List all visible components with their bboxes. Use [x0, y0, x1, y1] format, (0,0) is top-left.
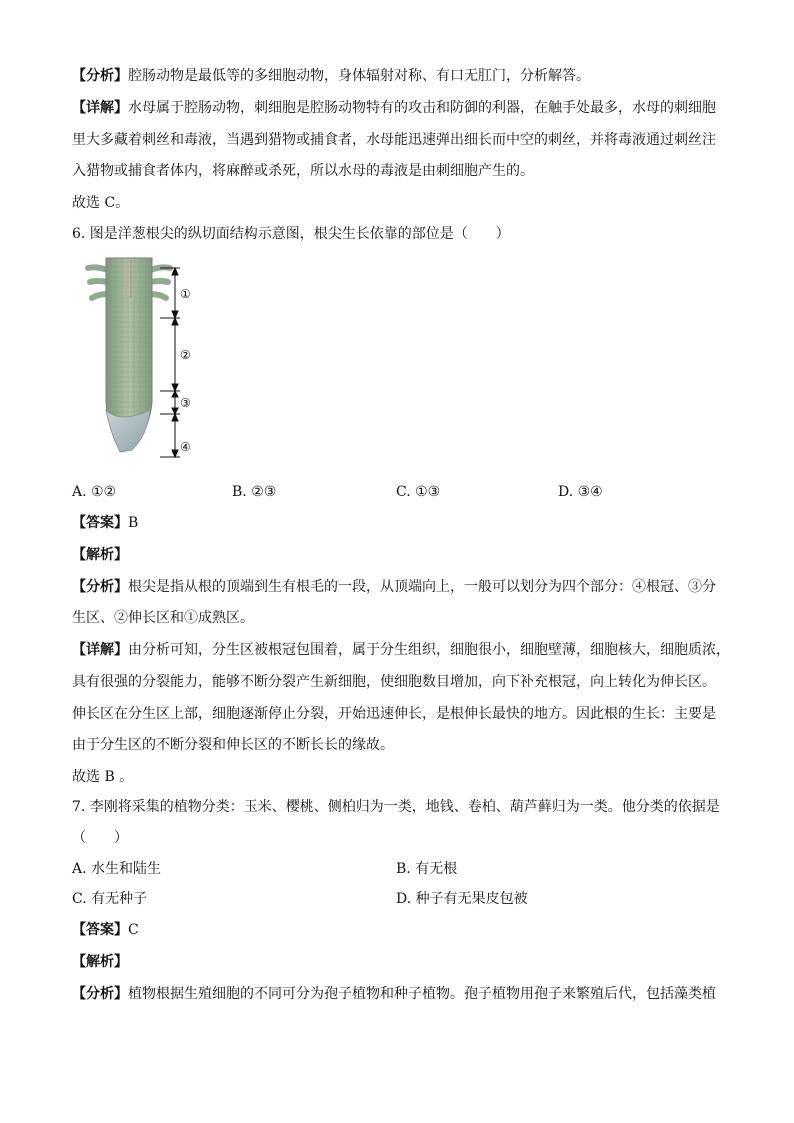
q6-option-d[interactable]: D. ③④: [558, 484, 603, 500]
answer-value: B: [128, 515, 139, 531]
q5-detail-line: [72, 98, 716, 118]
q7-stem-2: （ ）: [72, 830, 128, 846]
q7-answer: [72, 920, 139, 940]
q5-analysis-line: [72, 66, 590, 86]
q6-detail-line-2: 具有很强的分裂能力，能够不断分裂产生新细胞，使细胞数目增加，向下补充根冠，向上转化为伸长区。: [72, 674, 716, 690]
detail-tag: 【详解】: [72, 100, 128, 116]
q7-jiexi: 【解析】: [72, 954, 128, 970]
q6-analysis-line-2: 生区、②伸长区和①成熟区。: [72, 610, 254, 626]
analysis-text: 腔肠动物是最低等的多细胞动物，身体辐射对称、有口无肛门，分析解答。: [128, 68, 590, 84]
q6-option-b[interactable]: B. ②③: [232, 484, 277, 500]
q6-analysis-line: [72, 577, 716, 597]
q6-answer: [72, 513, 138, 533]
analysis-text: 根尖是指从根的顶端到生有根毛的一段，从顶端向上，一般可以划分为四个部分：④根冠、③分: [128, 579, 716, 595]
analysis-tag: 【分析】: [72, 986, 128, 1002]
q7-analysis-line: [72, 984, 716, 1004]
q7-option-c[interactable]: C. 有无种子: [72, 891, 148, 907]
q6-option-c[interactable]: C. ①③: [396, 484, 441, 500]
q7-stem: 7. 李刚将采集的植物分类：玉米、樱桃、侧柏归为一类，地钱、卷柏、葫芦藓归为一类。他分类的依据是: [72, 799, 720, 815]
q5-detail-line-3: 入猎物或捕食者体内，将麻醉或杀死，所以水母的毒液是由刺细胞产生的。: [72, 163, 534, 179]
detail-tag: 【详解】: [72, 642, 128, 658]
q6-stem: 6. 图是洋葱根尖的纵切面结构示意图，根尖生长依靠的部位是（ ）: [72, 226, 510, 242]
zone-label-4: ④: [180, 440, 191, 454]
q7-option-b[interactable]: B. 有无根: [396, 861, 458, 877]
zone-label-1: ①: [180, 287, 191, 301]
answer-tag: 【答案】: [72, 922, 128, 938]
zone-label-3: ③: [180, 396, 191, 410]
zone-label-2: ②: [180, 348, 191, 362]
q5-detail-line-2: 里大多藏着刺丝和毒液，当遇到猎物或捕食者，水母能迅速弹出细长而中空的刺丝，并将毒液通过刺丝注: [72, 132, 716, 148]
q5-choice: 故选 C。: [72, 195, 130, 211]
q6-choice: 故选 B 。: [72, 769, 134, 785]
detail-text: 水母属于腔肠动物，刺细胞是腔肠动物特有的攻击和防御的利器，在触手处最多，水母的刺细胞: [128, 100, 716, 116]
analysis-tag: 【分析】: [72, 579, 128, 595]
analysis-tag: 【分析】: [72, 68, 128, 84]
q6-detail-line-4: 由于分生区的不断分裂和伸长区的不断长长的缘故。: [72, 737, 394, 753]
analysis-text: 植物根据生殖细胞的不同可分为孢子植物和种子植物。孢子植物用孢子来繁殖后代，包括藻类植: [128, 986, 716, 1002]
q6-option-a[interactable]: A. ①②: [72, 484, 117, 500]
q6-detail-line-3: 伸长区在分生区上部，细胞逐渐停止分裂，开始迅速伸长，是根伸长最快的地方。因此根的生长：主要是: [72, 706, 716, 722]
detail-text: 由分析可知，分生区被根冠包围着，属于分生组织，细胞很小，细胞壁薄，细胞核大，细胞质浓，: [128, 642, 730, 658]
q7-option-a[interactable]: A. 水生和陆生: [72, 861, 162, 877]
q6-detail-line: [72, 640, 730, 660]
answer-tag: 【答案】: [72, 515, 128, 531]
root-tip-figure: [80, 252, 210, 462]
q6-jiexi: 【解析】: [72, 547, 128, 563]
answer-value: C: [128, 922, 139, 938]
q7-option-d[interactable]: D. 种子有无果皮包被: [396, 891, 528, 907]
